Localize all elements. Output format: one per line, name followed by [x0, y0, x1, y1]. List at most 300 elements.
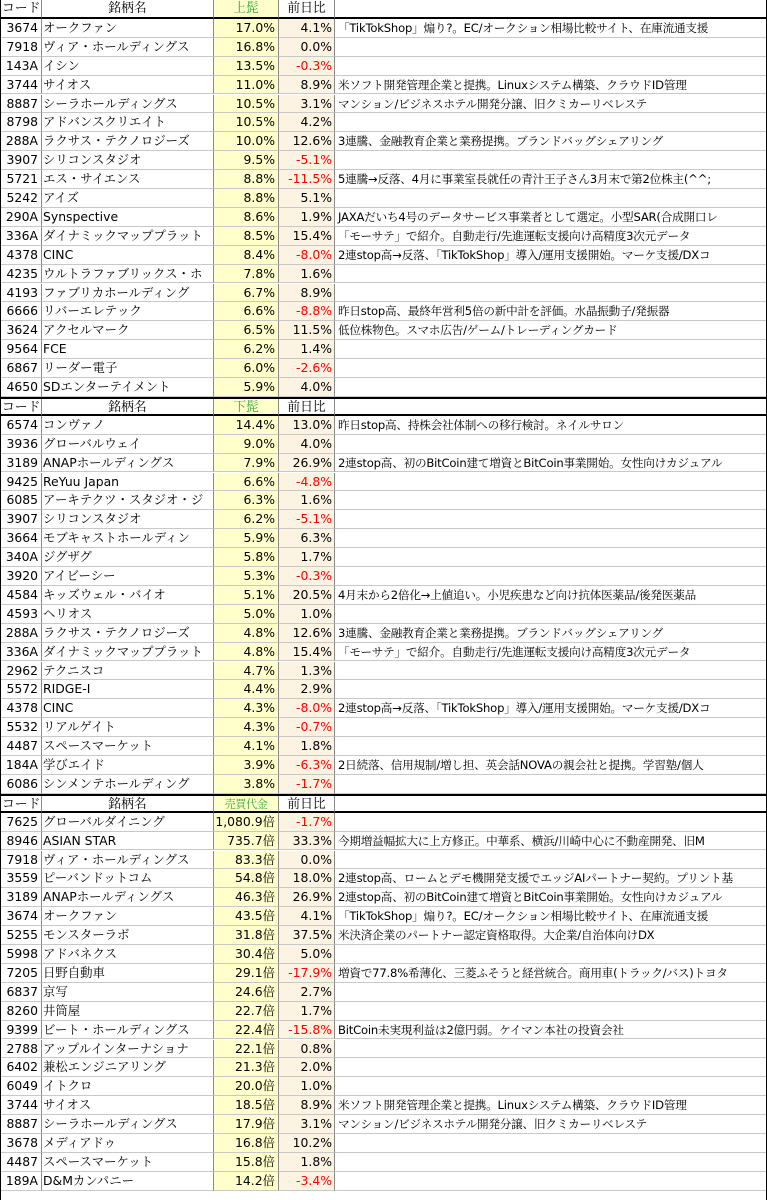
table-row[interactable]	[0, 1115, 767, 1134]
metric-value[interactable]: 18.5倍	[214, 1096, 279, 1115]
day-change[interactable]: -0.3%	[279, 567, 335, 586]
day-change[interactable]: -6.3%	[279, 756, 335, 775]
stock-code[interactable]: 3920	[0, 567, 42, 586]
table-row[interactable]	[0, 737, 767, 756]
stock-code[interactable]: 4593	[0, 605, 42, 624]
stock-name[interactable]: D&Mカンパニー	[42, 1172, 214, 1191]
day-change[interactable]: 1.4%	[279, 340, 335, 359]
table-row[interactable]	[0, 378, 767, 397]
day-change[interactable]: 1.6%	[279, 265, 335, 284]
table-row[interactable]	[0, 567, 767, 586]
metric-value[interactable]: 5.0%	[214, 605, 279, 624]
stock-name[interactable]: ビート・ホールディングス	[42, 1021, 214, 1040]
metric-value[interactable]: 11.0%	[214, 76, 279, 95]
table-row[interactable]	[0, 416, 767, 435]
day-change[interactable]: -0.7%	[279, 718, 335, 737]
table-row[interactable]	[0, 605, 767, 624]
metric-value[interactable]: 10.0%	[214, 132, 279, 151]
stock-name[interactable]: シリコンスタジオ	[42, 151, 214, 170]
day-change[interactable]: 4.2%	[279, 113, 335, 132]
day-change[interactable]: 2.9%	[279, 680, 335, 699]
stock-note[interactable]: 「モーサテ」で紹介。自動走行/先進運転支援向け高精度3次元データ	[335, 227, 767, 246]
stock-note[interactable]	[335, 38, 767, 57]
metric-value[interactable]: 5.9%	[214, 529, 279, 548]
stock-code[interactable]: 6402	[0, 1058, 42, 1077]
metric-value[interactable]: 9.0%	[214, 435, 279, 454]
stock-code[interactable]: 4584	[0, 586, 42, 605]
stock-code[interactable]: 3674	[0, 19, 42, 38]
table-row[interactable]	[0, 1021, 767, 1040]
table-row[interactable]	[0, 321, 767, 340]
day-change[interactable]: 4.0%	[279, 435, 335, 454]
metric-value[interactable]: 20.0倍	[214, 1077, 279, 1096]
day-change[interactable]: 13.0%	[279, 416, 335, 435]
table-row[interactable]	[0, 624, 767, 643]
metric-value[interactable]: 3.8%	[214, 775, 279, 794]
day-change[interactable]: 3.1%	[279, 1115, 335, 1134]
stock-name[interactable]: 井筒屋	[42, 1002, 214, 1021]
metric-value[interactable]: 4.8%	[214, 643, 279, 662]
stock-note[interactable]: 5連騰→反落、4月に事業室長就任の青汁王子さん3月末で第2位株主(^^;	[335, 170, 767, 189]
table-row[interactable]	[0, 529, 767, 548]
table-row[interactable]	[0, 359, 767, 378]
table-row[interactable]	[0, 1153, 767, 1172]
stock-note[interactable]: 3連騰、金融教育企業と業務提携。ブランドバッグシェアリング	[335, 132, 767, 151]
stock-note[interactable]	[335, 1002, 767, 1021]
stock-code[interactable]: 9399	[0, 1021, 42, 1040]
metric-value[interactable]: 5.9%	[214, 378, 279, 397]
stock-code[interactable]: 6085	[0, 491, 42, 510]
stock-code[interactable]: 6086	[0, 775, 42, 794]
stock-note[interactable]: 低位株物色。スマホ広告/ゲーム/トレーディングカード	[335, 321, 767, 340]
stock-name[interactable]: ピーバンドットコム	[42, 869, 214, 888]
table-row[interactable]	[0, 662, 767, 681]
table-row[interactable]	[0, 473, 767, 492]
metric-value[interactable]: 22.7倍	[214, 1002, 279, 1021]
table-row[interactable]	[0, 756, 767, 775]
stock-note[interactable]	[335, 680, 767, 699]
table-row[interactable]	[0, 1040, 767, 1059]
stock-code[interactable]: 8798	[0, 113, 42, 132]
stock-note[interactable]: 2連stop高→反落、「TikTokShop」導入/運用支援開始。マーケ支援/DXコ	[335, 246, 767, 265]
stock-code[interactable]: 3907	[0, 510, 42, 529]
stock-code[interactable]: 4378	[0, 246, 42, 265]
table-row[interactable]	[0, 813, 767, 832]
stock-name[interactable]: シンメンテホールディング	[42, 775, 214, 794]
metric-value[interactable]: 5.8%	[214, 548, 279, 567]
day-change[interactable]: -8.8%	[279, 302, 335, 321]
day-change[interactable]: 4.1%	[279, 907, 335, 926]
stock-name[interactable]: メディアドゥ	[42, 1134, 214, 1153]
metric-value[interactable]: 4.3%	[214, 699, 279, 718]
stock-code[interactable]: 288A	[0, 624, 42, 643]
stock-code[interactable]: 2962	[0, 662, 42, 681]
day-change[interactable]: 20.5%	[279, 586, 335, 605]
stock-name[interactable]: ファブリカホールディング	[42, 284, 214, 303]
table-row[interactable]	[0, 832, 767, 851]
metric-value[interactable]: 4.7%	[214, 662, 279, 681]
stock-note[interactable]	[335, 605, 767, 624]
day-change[interactable]: 1.7%	[279, 548, 335, 567]
stock-note[interactable]: 今期増益幅拡大に上方修正。中華系、横浜/川崎中心に不動産開発、旧M	[335, 832, 767, 851]
metric-value[interactable]: 9.5%	[214, 151, 279, 170]
table-row[interactable]	[0, 775, 767, 794]
stock-name[interactable]: グローバルダイニング	[42, 813, 214, 832]
stock-code[interactable]: 3664	[0, 529, 42, 548]
table-row[interactable]	[0, 132, 767, 151]
stock-note[interactable]	[335, 1153, 767, 1172]
stock-note[interactable]: 米ソフト開発管理企業と提携。Linuxシステム構築、クラウドID管理	[335, 76, 767, 95]
stock-code[interactable]: 8887	[0, 1115, 42, 1134]
stock-note[interactable]	[335, 1040, 767, 1059]
table-row[interactable]	[0, 491, 767, 510]
stock-name[interactable]: FCE	[42, 340, 214, 359]
stock-name[interactable]: シリコンスタジオ	[42, 510, 214, 529]
stock-name[interactable]: サイオス	[42, 1096, 214, 1115]
stock-note[interactable]	[335, 983, 767, 1002]
day-change[interactable]: 5.1%	[279, 189, 335, 208]
day-change[interactable]: -2.6%	[279, 359, 335, 378]
table-row[interactable]	[0, 208, 767, 227]
table-row[interactable]	[0, 1002, 767, 1021]
day-change[interactable]: 10.2%	[279, 1134, 335, 1153]
stock-code[interactable]: 4487	[0, 737, 42, 756]
stock-code[interactable]: 5255	[0, 926, 42, 945]
stock-code[interactable]: 5572	[0, 680, 42, 699]
stock-code[interactable]: 7625	[0, 813, 42, 832]
metric-value[interactable]: 4.3%	[214, 718, 279, 737]
stock-code[interactable]: 3936	[0, 435, 42, 454]
stock-note[interactable]	[335, 1058, 767, 1077]
stock-code[interactable]: 4235	[0, 265, 42, 284]
stock-note[interactable]	[335, 548, 767, 567]
day-change[interactable]: -4.8%	[279, 473, 335, 492]
stock-name[interactable]: シーラホールディングス	[42, 95, 214, 114]
stock-code[interactable]: 6666	[0, 302, 42, 321]
stock-note[interactable]	[335, 775, 767, 794]
stock-name[interactable]: ANAPホールディングス	[42, 454, 214, 473]
stock-name[interactable]: ReYuu Japan	[42, 473, 214, 492]
table-row[interactable]	[0, 869, 767, 888]
stock-code[interactable]: 340A	[0, 548, 42, 567]
stock-code[interactable]: 8887	[0, 95, 42, 114]
day-change[interactable]: 18.0%	[279, 869, 335, 888]
stock-note[interactable]	[335, 851, 767, 870]
stock-name[interactable]: グローバルウェイ	[42, 435, 214, 454]
table-row[interactable]	[0, 983, 767, 1002]
stock-note[interactable]: 2連stop高→反落、「TikTokShop」導入/運用支援開始。マーケ支援/DXコ	[335, 699, 767, 718]
stock-name[interactable]: サイオス	[42, 76, 214, 95]
day-change[interactable]: -5.1%	[279, 510, 335, 529]
day-change[interactable]: 1.9%	[279, 208, 335, 227]
day-change[interactable]: 26.9%	[279, 888, 335, 907]
stock-code[interactable]: 3189	[0, 888, 42, 907]
table-row[interactable]	[0, 1134, 767, 1153]
stock-name[interactable]: コンヴァノ	[42, 416, 214, 435]
stock-code[interactable]: 288A	[0, 132, 42, 151]
table-row[interactable]	[0, 1096, 767, 1115]
table-row[interactable]	[0, 718, 767, 737]
day-change[interactable]: -8.0%	[279, 699, 335, 718]
metric-value[interactable]: 16.8%	[214, 38, 279, 57]
table-row[interactable]	[0, 151, 767, 170]
stock-note[interactable]	[335, 737, 767, 756]
metric-value[interactable]: 4.8%	[214, 624, 279, 643]
metric-value[interactable]: 3.9%	[214, 756, 279, 775]
metric-value[interactable]: 4.1%	[214, 737, 279, 756]
metric-value[interactable]: 8.8%	[214, 189, 279, 208]
stock-note[interactable]: JAXAだいち4号のデータサービス事業者として選定。小型SAR(合成開口レ	[335, 208, 767, 227]
stock-note[interactable]	[335, 510, 767, 529]
stock-note[interactable]: 増資で77.8%希薄化、三菱ふそうと経営統合。商用車(トラック/バス)トヨタ	[335, 964, 767, 983]
stock-note[interactable]	[335, 359, 767, 378]
stock-name[interactable]: ヴィア・ホールディングス	[42, 851, 214, 870]
stock-name[interactable]: ウルトラファブリックス・ホ	[42, 265, 214, 284]
day-change[interactable]: -3.4%	[279, 1172, 335, 1191]
stock-code[interactable]: 3907	[0, 151, 42, 170]
metric-value[interactable]: 5.3%	[214, 567, 279, 586]
table-row[interactable]	[0, 19, 767, 38]
stock-name[interactable]: モブキャストホールディン	[42, 529, 214, 548]
stock-name[interactable]: アップルインターナショナ	[42, 1040, 214, 1059]
stock-code[interactable]: 4378	[0, 699, 42, 718]
stock-note[interactable]	[335, 1134, 767, 1153]
stock-name[interactable]: ANAPホールディングス	[42, 888, 214, 907]
metric-value[interactable]: 17.9倍	[214, 1115, 279, 1134]
day-change[interactable]: 0.0%	[279, 38, 335, 57]
day-change[interactable]: 0.0%	[279, 851, 335, 870]
table-row[interactable]	[0, 340, 767, 359]
stock-name[interactable]: アイビーシー	[42, 567, 214, 586]
day-change[interactable]: 1.6%	[279, 491, 335, 510]
stock-name[interactable]: リバーエレテック	[42, 302, 214, 321]
stock-code[interactable]: 3678	[0, 1134, 42, 1153]
table-row[interactable]	[0, 189, 767, 208]
metric-value[interactable]: 43.5倍	[214, 907, 279, 926]
table-row[interactable]	[0, 907, 767, 926]
stock-note[interactable]	[335, 57, 767, 76]
stock-note[interactable]: 2日続落、信用規制/増し担、英会話NOVAの親会社と提携。学習塾/個人	[335, 756, 767, 775]
stock-name[interactable]: ラクサス・テクノロジーズ	[42, 624, 214, 643]
table-row[interactable]	[0, 454, 767, 473]
stock-name[interactable]: RIDGE-I	[42, 680, 214, 699]
day-change[interactable]: 1.8%	[279, 737, 335, 756]
stock-name[interactable]: アイズ	[42, 189, 214, 208]
day-change[interactable]: -1.7%	[279, 775, 335, 794]
table-row[interactable]	[0, 643, 767, 662]
metric-value[interactable]: 10.5%	[214, 113, 279, 132]
day-change[interactable]: 1.8%	[279, 1153, 335, 1172]
stock-note[interactable]: 昨日stop高、持株会社体制への移行検討。ネイルサロン	[335, 416, 767, 435]
day-change[interactable]: 12.6%	[279, 132, 335, 151]
table-row[interactable]	[0, 1077, 767, 1096]
stock-name[interactable]: SDエンターテイメント	[42, 378, 214, 397]
metric-value[interactable]: 8.8%	[214, 170, 279, 189]
stock-note[interactable]: 4月末から2倍化→上値追い。小児疾患など向け抗体医薬品/後発医薬品	[335, 586, 767, 605]
stock-note[interactable]: 3連騰、金融教育企業と業務提携。ブランドバッグシェアリング	[335, 624, 767, 643]
day-change[interactable]: 8.9%	[279, 284, 335, 303]
stock-code[interactable]: 336A	[0, 643, 42, 662]
metric-value[interactable]: 6.0%	[214, 359, 279, 378]
stock-name[interactable]: イシン	[42, 57, 214, 76]
table-row[interactable]	[0, 699, 767, 718]
day-change[interactable]: 26.9%	[279, 454, 335, 473]
day-change[interactable]: 1.0%	[279, 605, 335, 624]
day-change[interactable]: -11.5%	[279, 170, 335, 189]
stock-name[interactable]: ダイナミックマッププラット	[42, 227, 214, 246]
day-change[interactable]: 4.0%	[279, 378, 335, 397]
stock-code[interactable]: 6574	[0, 416, 42, 435]
stock-note[interactable]	[335, 113, 767, 132]
metric-value[interactable]: 14.2倍	[214, 1172, 279, 1191]
metric-value[interactable]: 46.3倍	[214, 888, 279, 907]
stock-code[interactable]: 6049	[0, 1077, 42, 1096]
stock-code[interactable]: 3559	[0, 869, 42, 888]
stock-note[interactable]	[335, 945, 767, 964]
stock-note[interactable]	[335, 529, 767, 548]
stock-name[interactable]: 学びエイド	[42, 756, 214, 775]
metric-value[interactable]: 6.7%	[214, 284, 279, 303]
stock-name[interactable]: アーキテクツ・スタジオ・ジ	[42, 491, 214, 510]
stock-name[interactable]: オークファン	[42, 19, 214, 38]
stock-name[interactable]: CINC	[42, 246, 214, 265]
table-row[interactable]	[0, 302, 767, 321]
stock-note[interactable]: マンション/ビジネスホテル開発分譲、旧クミカーリベレステ	[335, 95, 767, 114]
stock-name[interactable]: ASIAN STAR	[42, 832, 214, 851]
stock-code[interactable]: 4193	[0, 284, 42, 303]
table-row[interactable]	[0, 227, 767, 246]
metric-value[interactable]: 5.1%	[214, 586, 279, 605]
metric-value[interactable]: 22.4倍	[214, 1021, 279, 1040]
table-row[interactable]	[0, 1058, 767, 1077]
metric-value[interactable]: 8.4%	[214, 246, 279, 265]
stock-name[interactable]: スペースマーケット	[42, 737, 214, 756]
stock-name[interactable]: ラクサス・テクノロジーズ	[42, 132, 214, 151]
stock-note[interactable]	[335, 473, 767, 492]
table-row[interactable]	[0, 548, 767, 567]
table-row[interactable]	[0, 38, 767, 57]
metric-value[interactable]: 17.0%	[214, 19, 279, 38]
stock-name[interactable]: シーラホールディングス	[42, 1115, 214, 1134]
metric-value[interactable]: 21.3倍	[214, 1058, 279, 1077]
metric-value[interactable]: 54.8倍	[214, 869, 279, 888]
stock-note[interactable]	[335, 813, 767, 832]
day-change[interactable]: 1.3%	[279, 662, 335, 681]
metric-value[interactable]: 8.6%	[214, 208, 279, 227]
stock-code[interactable]: 9425	[0, 473, 42, 492]
stock-note[interactable]	[335, 567, 767, 586]
metric-value[interactable]: 6.5%	[214, 321, 279, 340]
stock-name[interactable]: アドバンスクリエイト	[42, 113, 214, 132]
table-row[interactable]	[0, 76, 767, 95]
stock-note[interactable]	[335, 1172, 767, 1191]
stock-code[interactable]: 3744	[0, 76, 42, 95]
stock-name[interactable]: アドバネクス	[42, 945, 214, 964]
stock-note[interactable]	[335, 491, 767, 510]
table-row[interactable]	[0, 265, 767, 284]
table-row[interactable]	[0, 246, 767, 265]
stock-note[interactable]	[335, 284, 767, 303]
stock-code[interactable]: 5998	[0, 945, 42, 964]
stock-note[interactable]: マンション/ビジネスホテル開発分譲、旧クミカーリベレステ	[335, 1115, 767, 1134]
day-change[interactable]: 12.6%	[279, 624, 335, 643]
day-change[interactable]: 15.4%	[279, 643, 335, 662]
stock-note[interactable]	[335, 151, 767, 170]
table-row[interactable]	[0, 510, 767, 529]
stock-note[interactable]: 「モーサテ」で紹介。自動走行/先進運転支援向け高精度3次元データ	[335, 643, 767, 662]
stock-note[interactable]	[335, 718, 767, 737]
metric-value[interactable]: 6.2%	[214, 510, 279, 529]
day-change[interactable]: -8.0%	[279, 246, 335, 265]
stock-note[interactable]	[335, 1077, 767, 1096]
stock-name[interactable]: モンスターラボ	[42, 926, 214, 945]
day-change[interactable]: 11.5%	[279, 321, 335, 340]
day-change[interactable]: -0.3%	[279, 57, 335, 76]
stock-code[interactable]: 6867	[0, 359, 42, 378]
metric-value[interactable]: 6.6%	[214, 302, 279, 321]
stock-name[interactable]: ジグザグ	[42, 548, 214, 567]
stock-name[interactable]: 兼松エンジニアリング	[42, 1058, 214, 1077]
table-row[interactable]	[0, 964, 767, 983]
stock-code[interactable]: 7205	[0, 964, 42, 983]
metric-value[interactable]: 735.7倍	[214, 832, 279, 851]
metric-value[interactable]: 6.2%	[214, 340, 279, 359]
day-change[interactable]: -1.7%	[279, 813, 335, 832]
metric-value[interactable]: 10.5%	[214, 95, 279, 114]
stock-name[interactable]: Synspective	[42, 208, 214, 227]
stock-code[interactable]: 184A	[0, 756, 42, 775]
stock-code[interactable]: 7918	[0, 851, 42, 870]
stock-code[interactable]: 3744	[0, 1096, 42, 1115]
day-change[interactable]: 2.7%	[279, 983, 335, 1002]
metric-value[interactable]: 4.4%	[214, 680, 279, 699]
metric-value[interactable]: 29.1倍	[214, 964, 279, 983]
stock-code[interactable]: 336A	[0, 227, 42, 246]
stock-code[interactable]: 8946	[0, 832, 42, 851]
stock-name[interactable]: リアルゲイト	[42, 718, 214, 737]
stock-note[interactable]	[335, 662, 767, 681]
day-change[interactable]: 8.9%	[279, 1096, 335, 1115]
metric-value[interactable]: 7.9%	[214, 454, 279, 473]
metric-value[interactable]: 6.3%	[214, 491, 279, 510]
day-change[interactable]: 6.3%	[279, 529, 335, 548]
metric-value[interactable]: 14.4%	[214, 416, 279, 435]
metric-value[interactable]: 6.6%	[214, 473, 279, 492]
stock-name[interactable]: ヘリオス	[42, 605, 214, 624]
stock-note[interactable]: 昨日stop高、最終年営利5倍の新中計を評価。水晶振動子/発振器	[335, 302, 767, 321]
table-row[interactable]	[0, 170, 767, 189]
stock-name[interactable]: テクニスコ	[42, 662, 214, 681]
table-row[interactable]	[0, 680, 767, 699]
day-change[interactable]: -17.9%	[279, 964, 335, 983]
stock-note[interactable]: 2連stop高、初のBitCoin建て増資とBitCoin事業開始。女性向けカジュアル	[335, 888, 767, 907]
stock-note[interactable]	[335, 378, 767, 397]
metric-value[interactable]: 24.6倍	[214, 983, 279, 1002]
metric-value[interactable]: 1,080.9倍	[214, 813, 279, 832]
stock-code[interactable]: 3189	[0, 454, 42, 473]
stock-code[interactable]: 6837	[0, 983, 42, 1002]
day-change[interactable]: 8.9%	[279, 76, 335, 95]
day-change[interactable]: 4.1%	[279, 19, 335, 38]
stock-name[interactable]: イトクロ	[42, 1077, 214, 1096]
stock-name[interactable]: 日野自動車	[42, 964, 214, 983]
day-change[interactable]: 5.0%	[279, 945, 335, 964]
stock-code[interactable]: 8260	[0, 1002, 42, 1021]
stock-note[interactable]: 2連stop高、初のBitCoin建て増資とBitCoin事業開始。女性向けカジュアル	[335, 454, 767, 473]
table-row[interactable]	[0, 113, 767, 132]
stock-code[interactable]: 3624	[0, 321, 42, 340]
metric-value[interactable]: 13.5%	[214, 57, 279, 76]
